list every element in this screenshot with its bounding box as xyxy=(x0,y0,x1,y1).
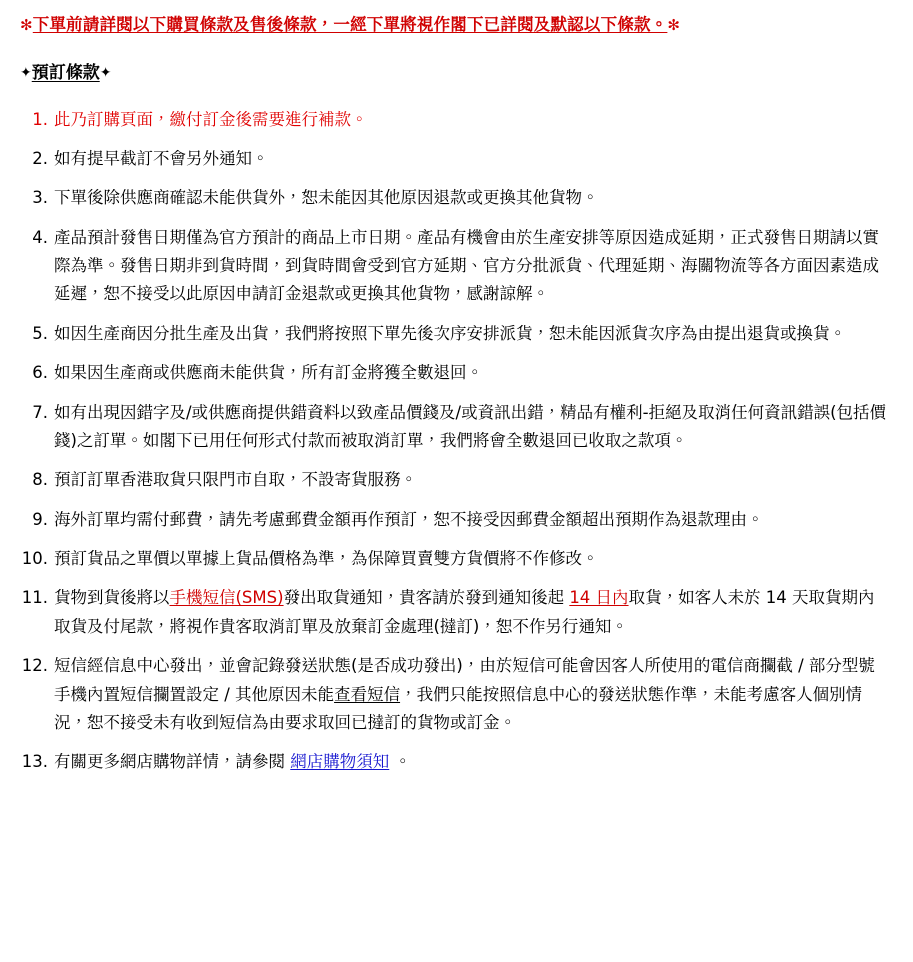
terms-item-6: 如果因生產商或供應商未能供貨，所有訂金將獲全數退回。 xyxy=(54,363,483,383)
terms-item-12-part-2: ，我們只能按照信息中心的發送狀態作準，未能考慮客人個別情況，恕不接受未有收到短信為由要求取回已撻訂的貨物或訂金。 xyxy=(54,684,863,732)
terms-item-8: 預訂訂單香港取貨只限門市自取，不設寄貨服務。 xyxy=(54,470,417,490)
view-sms-emphasis: 查看短信 xyxy=(334,684,401,704)
terms-item-5: 如因生產商因分批生產及出貨，我們將按照下單先後次序安排派貨，恕未能因派貨次序為由提出退貨或換貨。 xyxy=(54,323,846,343)
terms-list xyxy=(0,106,913,777)
diamond-icon-right: ✦ xyxy=(99,64,112,81)
terms-item-2: 如有提早截訂不會另外通知。 xyxy=(54,148,269,168)
preorder-terms-heading xyxy=(0,62,913,84)
terms-item-11-part-1: 貨物到貨後將以 xyxy=(54,588,170,608)
pickup-period-emphasis: 14 日內 xyxy=(569,588,629,608)
terms-item-13 xyxy=(0,748,913,776)
preorder-terms-heading-text: 預訂條款 xyxy=(31,62,100,83)
asterisk-icon-right: ✻ xyxy=(667,16,681,34)
terms-item-9: 海外訂單均需付郵費，請先考慮郵費金額再作預訂，恕不接受因郵費金額超出預期作為退款理由。 xyxy=(54,509,764,529)
terms-item-4: 產品預計發售日期僅為官方預計的商品上市日期。產品有機會由於生產安排等原因造成延期，正式發售日期請以實際為準。發售日期非到貨時間，到貨時間會受到官方延期、官方分批派貨、代理延期、海關物流等各方面因素造成延遲，恕不接受以此原因申請訂金退款或更換其他貨物，感謝諒解。 xyxy=(54,227,879,304)
terms-item-13-part-1: 有關更多網店購物詳情，請參閱 xyxy=(54,752,291,772)
terms-item-3: 下單後除供應商確認未能供貨外，恕未能因其他原因退款或更換其他貨物。 xyxy=(54,188,599,208)
terms-item-11-part-3: 取貨，如客人未於 14 天取貨期內取貨及付尾款，將視作貴客取消訂單及放棄訂金處理(撻訂)，恕不作另行通知。 xyxy=(54,588,875,636)
terms-item-7: 如有出現因錯字及/或供應商提供錯資料以致產品價錢及/或資訊出錯，精品有權利-拒絕及取消任何資訊錯誤(包括價錢)之訂單。如閣下已用任何形式付款而被取消訂單，我們將會全數退回已收取之款項。 xyxy=(54,402,887,450)
terms-item-11 xyxy=(0,584,913,641)
terms-item-11-part-2: 發出取貨通知，貴客請於發到通知後起 xyxy=(283,588,570,608)
terms-item-10: 預訂貨品之單價以單據上貨品價格為準，為保障買賣雙方貨價將不作修改。 xyxy=(54,549,599,569)
purchase-warning-banner xyxy=(0,14,913,36)
diamond-icon-left: ✦ xyxy=(20,64,32,81)
terms-item-1: 此乃訂購頁面，繳付訂金後需要進行補款。 xyxy=(54,109,368,129)
shop-guide-link[interactable]: 網店購物須知 xyxy=(290,752,390,772)
terms-item-13-part-2: 。 xyxy=(389,752,411,772)
terms-item-12-part-1: 短信經信息中心發出，並會記錄發送狀態(是否成功發出)，由於短信可能會因客人所使用的電信商攔截 / 部分型號手機內置短信攔置設定 / 其他原因未能 xyxy=(54,656,875,704)
terms-document xyxy=(0,14,913,777)
purchase-warning-text: 下單前請詳閱以下購買條款及售後條款，一經下單將視作閣下已詳閱及默認以下條款。 xyxy=(32,15,668,34)
terms-item-12 xyxy=(0,652,913,737)
sms-emphasis: 手機短信(SMS) xyxy=(169,588,284,608)
asterisk-icon-left: ✻ xyxy=(20,16,33,34)
